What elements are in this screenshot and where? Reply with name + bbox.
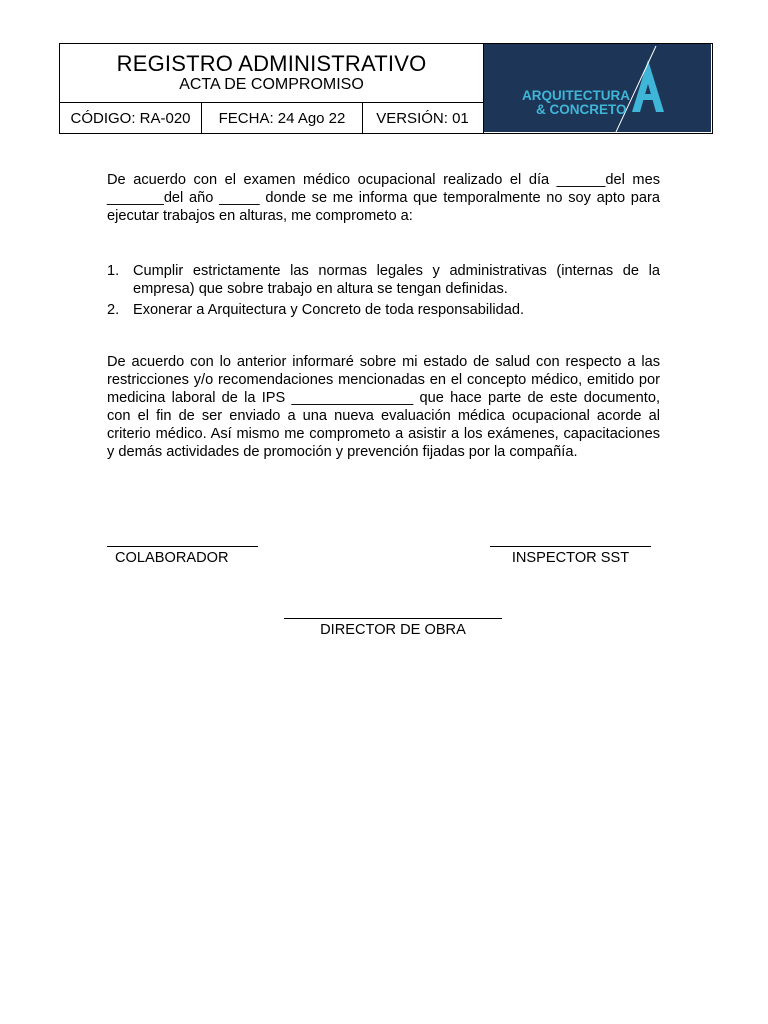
document-header [59, 43, 713, 134]
company-logo [484, 44, 711, 132]
list-item-number: 2. [107, 302, 120, 318]
list-item-number: 1. [107, 263, 120, 279]
collaborator-label: COLABORADOR [115, 550, 229, 566]
document-version: VERSIÓN: 01 [376, 109, 469, 127]
commitment-list [107, 262, 660, 322]
logo-a-crossbar [642, 94, 655, 100]
health-paragraph: De acuerdo con lo anterior informaré sobre mi estado de salud con respecto a las restricciones y/o recomendaciones mencionadas en el concepto médico, emitido por medicina laboral de la IPS _______________ que hace parte de este documento, con el fin de ser enviado a una nueva evaluación médica ocupacional acorde al criterio médico. Así mismo me comprometo a asistir a los exámenes, capacitaciones y demás actividades de promoción y prevención fijadas por la compañía. [107, 354, 660, 460]
document-subtitle: ACTA DE COMPROMISO [179, 76, 364, 93]
metadata-row [60, 103, 484, 133]
logo-graphic [484, 44, 711, 132]
signature-line [284, 618, 502, 619]
inspector-label: INSPECTOR SST [511, 550, 630, 566]
list-item-text: Exonerar a Arquitectura y Concreto de toda responsabilidad. [133, 302, 525, 318]
logo-text-line1: ARQUITECTURA [522, 88, 630, 103]
document-date: FECHA: 24 Ago 22 [202, 103, 363, 133]
signature-line [490, 546, 651, 547]
logo-text-line2: & CONCRETO [536, 102, 627, 117]
document-code: CÓDIGO: RA-020 [60, 103, 202, 133]
list-item [107, 301, 660, 319]
list-item [107, 262, 660, 298]
intro-paragraph: De acuerdo con el examen médico ocupacional realizado el día ______del mes _______del año _____ donde se me informa que temporalmente no soy apto para ejecutar trabajos en alturas, me comprometo a: [107, 172, 660, 224]
inspector-signature [490, 546, 651, 566]
signature-line [107, 546, 258, 547]
director-signature [284, 618, 502, 638]
document-title: REGISTRO ADMINISTRATIVO [116, 51, 427, 76]
list-item-text: Cumplir estrictamente las normas legales y administrativas (internas de la empresa) que sobre trabajo en altura se tengan definidas. [133, 263, 660, 297]
logo-a-mark [632, 60, 664, 112]
director-label: DIRECTOR DE OBRA [320, 622, 466, 638]
collaborator-signature [107, 546, 258, 566]
title-cell [60, 44, 484, 103]
